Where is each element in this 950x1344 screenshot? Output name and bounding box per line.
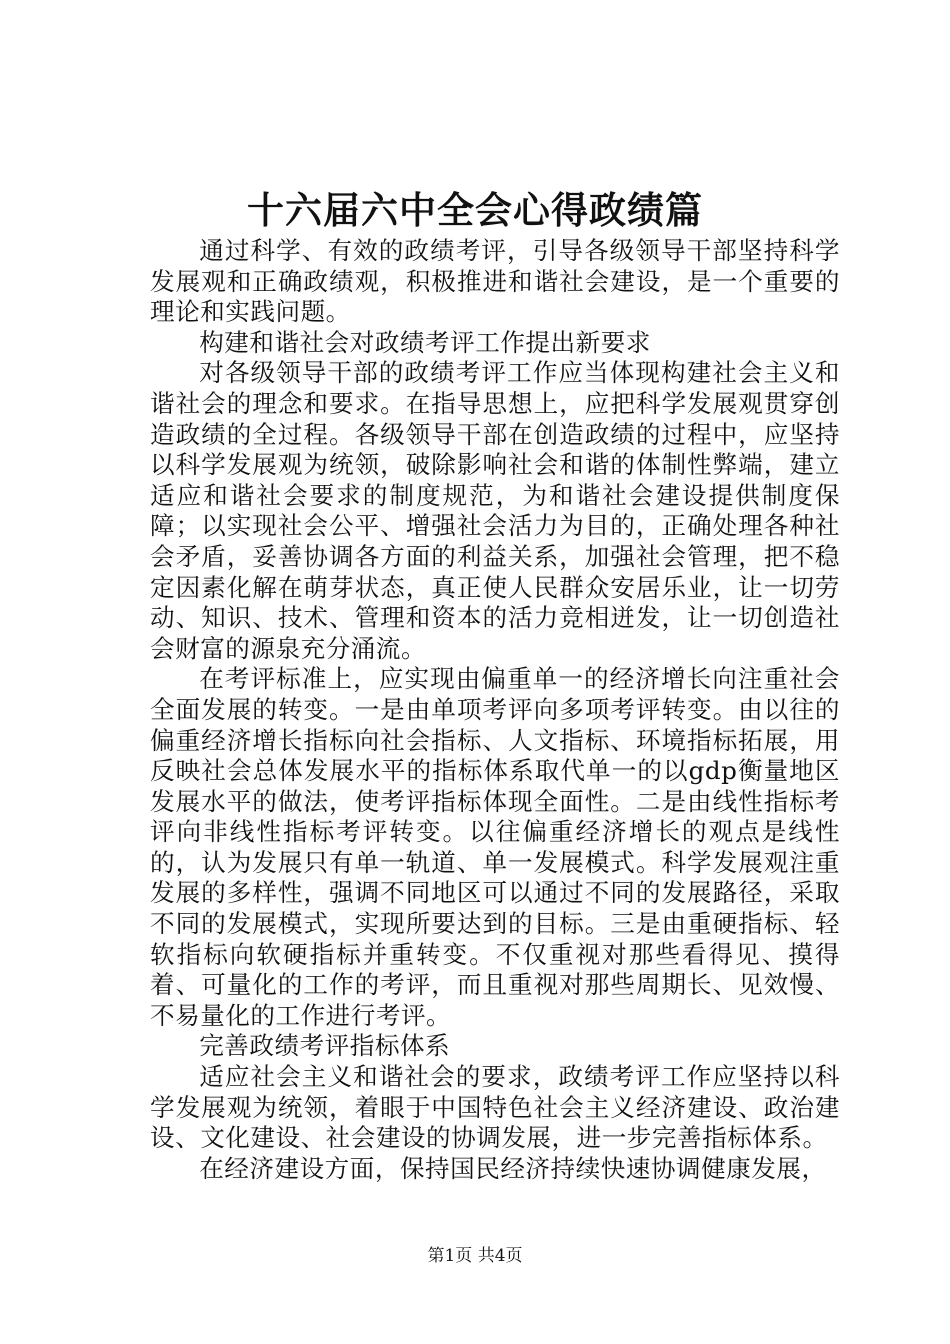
paragraph: 适应社会主义和谐社会的要求，政绩考评工作应坚持以科学发展观为统领，着眼于中国特色社会主义经济建设、政治建设、文化建设、社会建设的协调发展，进一步完善指标体系。 — [150, 1062, 840, 1153]
section-heading: 完善政绩考评指标体系 — [199, 1031, 451, 1061]
paragraph: 在经济建设方面，保持国民经济持续快速协调健康发展， — [199, 1153, 827, 1183]
document-body — [150, 236, 840, 1184]
paragraph: 对各级领导干部的政绩考评工作应当体现构建社会主义和谐社会的理念和要求。在指导思想上，应把科学发展观贯穿创造政绩的全过程。各级领导干部在创造政绩的过程中，应坚持以科学发展观为统领，破除影响社会和谐的体制性弊端，建立适应和谐社会要求的制度规范，为和谐社会建设提供制度保障；以实现社会公平、增强社会活力为目的，正确处理各种社会矛盾，妥善协调各方面的利益关系，加强社会管理，把不稳定因素化解在萌芽状态，真正使人民群众安居乐业，让一切劳动、知识、技术、管理和资本的活力竞相迸发，让一切创造社会财富的源泉充分涌流。 — [150, 358, 840, 663]
section-heading: 构建和谐社会对政绩考评工作提出新要求 — [199, 327, 651, 357]
paragraph: 通过科学、有效的政绩考评，引导各级领导干部坚持科学发展观和正确政绩观，积极推进和谐社会建设，是一个重要的理论和实践问题。 — [150, 236, 840, 327]
paragraph: 在考评标准上，应实现由偏重单一的经济增长向注重社会全面发展的转变。一是由单项考评向多项考评转变。由以往的偏重经济增长指标向社会指标、人文指标、环境指标拓展，用反映社会总体发展水平的指标体系取代单一的以gdp衡量地区发展水平的做法，使考评指标体现全面性。二是由线性指标考评向非线性指标考评转变。以往偏重经济增长的观点是线性的，认为发展只有单一轨道、单一发展模式。科学发展观注重发展的多样性，强调不同地区可以通过不同的发展路径，采取不同的发展模式，实现所要达到的目标。三是由重硬指标、轻软指标向软硬指标并重转变。不仅重视对那些看得见、摸得着、可量化的工作的考评，而且重视对那些周期长、见效慢、不易量化的工作进行考评。 — [150, 664, 840, 1030]
page-title: 十六届六中全会心得政绩篇 — [247, 188, 703, 232]
page-number-footer: 第1页 共4页 — [427, 1246, 523, 1266]
